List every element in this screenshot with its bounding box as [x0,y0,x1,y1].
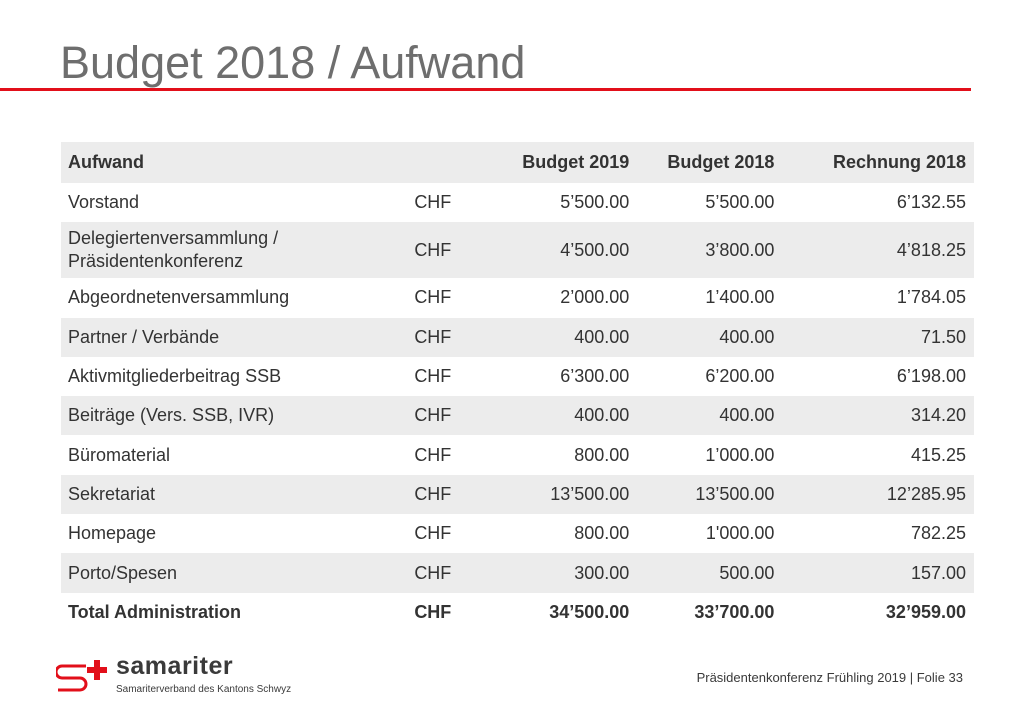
table-row [61,278,974,317]
row-budget-2019: 800.00 [481,435,630,474]
row-budget-2019: 400.00 [481,318,630,357]
row-label: Büromaterial [61,435,412,474]
row-rechnung-2018: 782.25 [774,514,974,553]
row-currency: CHF [412,222,480,278]
row-rechnung-2018: 157.00 [774,553,974,592]
total-budget-2019: 34’500.00 [481,593,630,632]
logo-name: samariter [116,652,234,680]
row-label-text: Delegiertenversammlung / Präsidentenkonferenz [68,228,279,272]
slide-footer-info: Präsidentenkonferenz Frühling 2019 | Folie 33 [696,670,963,685]
row-currency: CHF [412,514,480,553]
row-budget-2019: 6’300.00 [481,357,630,396]
row-budget-2019: 300.00 [481,553,630,592]
header-aufwand: Aufwand [61,142,412,183]
table-row [61,357,974,396]
row-budget-2019: 800.00 [481,514,630,553]
total-label: Total Administration [61,593,412,632]
row-budget-2019: 4’500.00 [481,222,630,278]
row-currency: CHF [412,435,480,474]
row-label: Sekretariat [61,475,412,514]
row-budget-2018: 3’800.00 [629,222,774,278]
header-currency [412,142,480,183]
row-rechnung-2018: 6’198.00 [774,357,974,396]
budget-table [61,142,974,632]
row-label: Homepage [61,514,412,553]
total-budget-2018: 33’700.00 [629,593,774,632]
row-rechnung-2018: 71.50 [774,318,974,357]
table-row [61,553,974,592]
title-divider [0,88,971,91]
row-currency: CHF [412,278,480,317]
samariter-logo [56,652,296,700]
table-row [61,475,974,514]
header-budget-2019: Budget 2019 [481,142,630,183]
table-total-row [61,593,974,632]
logo-subtitle: Samariterverband des Kantons Schwyz [116,684,292,695]
samariter-logo-icon [56,658,112,698]
row-budget-2018: 1’000.00 [629,435,774,474]
row-budget-2019: 400.00 [481,396,630,435]
table-row [61,318,974,357]
row-budget-2018: 500.00 [629,553,774,592]
row-rechnung-2018: 12’285.95 [774,475,974,514]
row-budget-2018: 1'000.00 [629,514,774,553]
row-rechnung-2018: 415.25 [774,435,974,474]
row-rechnung-2018: 6’132.55 [774,183,974,222]
table-header-row [61,142,974,183]
table-row [61,396,974,435]
row-currency: CHF [412,553,480,592]
row-budget-2018: 400.00 [629,396,774,435]
row-rechnung-2018: 4’818.25 [774,222,974,278]
total-rechnung-2018: 32’959.00 [774,593,974,632]
row-budget-2019: 5’500.00 [481,183,630,222]
row-label: Aktivmitgliederbeitrag SSB [61,357,412,396]
table-row [61,514,974,553]
row-currency: CHF [412,357,480,396]
row-label: Abgeordnetenversammlung [61,278,412,317]
table-row [61,183,974,222]
header-rechnung-2018: Rechnung 2018 [774,142,974,183]
row-budget-2018: 5’500.00 [629,183,774,222]
table-row [61,222,974,278]
row-budget-2018: 13’500.00 [629,475,774,514]
row-currency: CHF [412,475,480,514]
row-label: Porto/Spesen [61,553,412,592]
row-currency: CHF [412,396,480,435]
row-label: Beiträge (Vers. SSB, IVR) [61,396,412,435]
row-rechnung-2018: 314.20 [774,396,974,435]
row-budget-2018: 1’400.00 [629,278,774,317]
row-rechnung-2018: 1’784.05 [774,278,974,317]
row-currency: CHF [412,183,480,222]
row-label: Vorstand [61,183,412,222]
total-currency: CHF [412,593,480,632]
header-budget-2018: Budget 2018 [629,142,774,183]
row-budget-2019: 2’000.00 [481,278,630,317]
row-budget-2018: 400.00 [629,318,774,357]
row-budget-2019: 13’500.00 [481,475,630,514]
table-row [61,435,974,474]
row-label [61,222,412,278]
budget-table-container [61,142,974,632]
slide-title: Budget 2018 / Aufwand [60,37,526,88]
row-budget-2018: 6’200.00 [629,357,774,396]
row-label: Partner / Verbände [61,318,412,357]
row-currency: CHF [412,318,480,357]
